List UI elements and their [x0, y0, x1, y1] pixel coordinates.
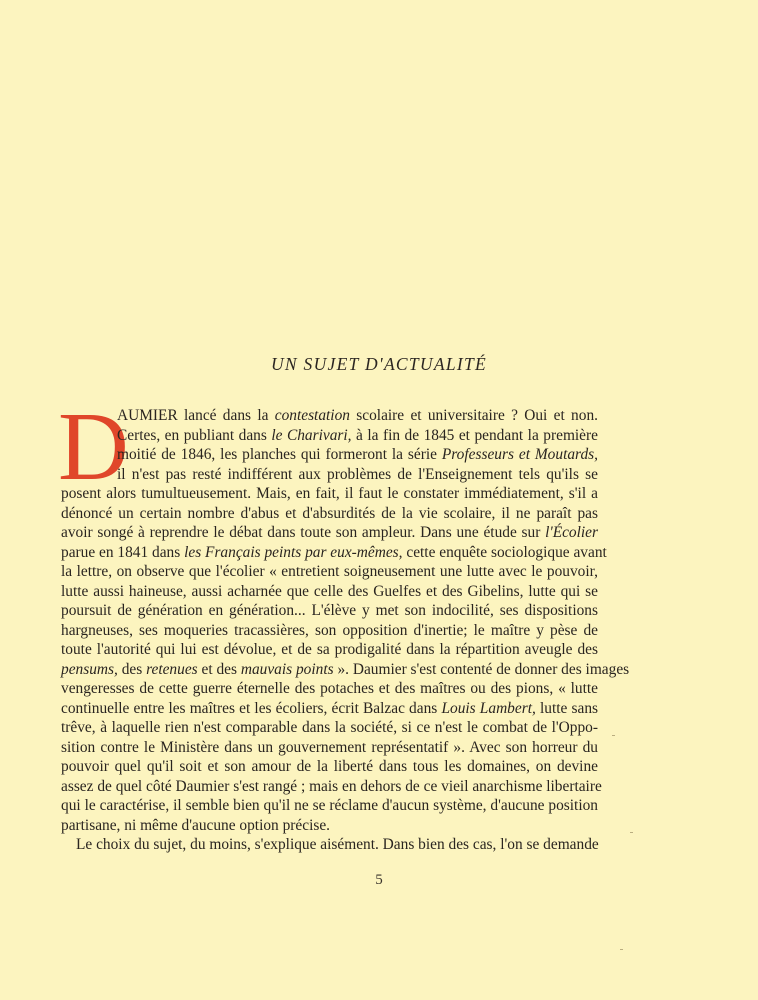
text-line: trêve, à laquelle rien n'est comparable dans la société, si ce n'est le combat de l'Oppo-	[61, 719, 598, 736]
text-line: qui le caractérise, il semble bien qu'il ne se réclame d'aucun système, d'aucune position	[61, 797, 598, 814]
text-line: continuelle entre les maîtres et les écoliers, écrit Balzac dans Louis Lambert, lutte sans	[61, 700, 599, 717]
text-line: Certes, en publiant dans le Charivari, à la fin de 1845 et pendant la première	[117, 427, 598, 444]
text-line: posent alors tumultueusement. Mais, en fait, il faut le constater immédiatement, s'il a	[61, 485, 598, 502]
text-line: AUMIER lancé dans la contestation scolaire et universitaire ? Oui et non.	[117, 407, 598, 424]
text-line: sition contre le Ministère dans un gouvernement représentatif ». Avec son horreur du	[61, 739, 598, 756]
text-line: assez de quel côté Daumier s'est rangé ; mais en dehors de ce vieil anarchisme libertaire	[61, 778, 602, 795]
text-line: toute l'autorité qui lui est dévolue, et de sa prodigalité dans la répartition aveugle des	[61, 641, 598, 658]
text-line: poursuit de génération en génération... L'élève y met son indocilité, ses dispositions	[61, 602, 598, 619]
text-line: partisane, ni même d'aucune option précise.	[61, 817, 331, 834]
text-line: Le choix du sujet, du moins, s'explique aisément. Dans bien des cas, l'on se demande	[76, 836, 599, 853]
text-line: hargneuses, ses moqueries tracassières, son opposition d'inertie; le maître y pèse de	[61, 622, 598, 639]
text-line: avoir songé à reprendre le débat dans toute son ampleur. Dans une étude sur l'Écolier	[61, 524, 598, 541]
text-line: pouvoir quel qu'il soit et son amour de la liberté dans tous les domaines, on devine	[61, 758, 598, 775]
text-line: moitié de 1846, les planches qui formeront la série Professeurs et Moutards,	[117, 446, 598, 463]
page-number: 5	[375, 872, 383, 888]
paper-speck	[612, 735, 615, 736]
text-line: parue en 1841 dans les Français peints par eux-mêmes, cette enquête sociologique avant	[61, 544, 607, 561]
text-line: il n'est pas resté indifférent aux problèmes de l'Enseignement tels qu'ils se	[117, 466, 598, 483]
text-line: pensums, des retenues et des mauvais points ». Daumier s'est contenté de donner des images	[61, 661, 630, 678]
paper-speck	[620, 949, 623, 950]
text-line: dénoncé un certain nombre d'abus et d'absurdités de la vie scolaire, il ne paraît pas	[61, 505, 598, 522]
text-line: lutte aussi haineuse, aussi acharnée que celle des Guelfes et des Gibelins, lutte qui se	[61, 583, 598, 600]
drop-cap: D	[58, 393, 129, 501]
chapter-title: UN SUJET D'ACTUALITÉ	[270, 354, 488, 374]
text-line: la lettre, on observe que l'écolier « entretient soigneusement une lutte avec le pouvoir,	[61, 563, 598, 580]
text-line: vengeresses de cette guerre éternelle des potaches et des maîtres ou des pions, « lutte	[61, 680, 598, 697]
paper-speck	[630, 832, 633, 833]
